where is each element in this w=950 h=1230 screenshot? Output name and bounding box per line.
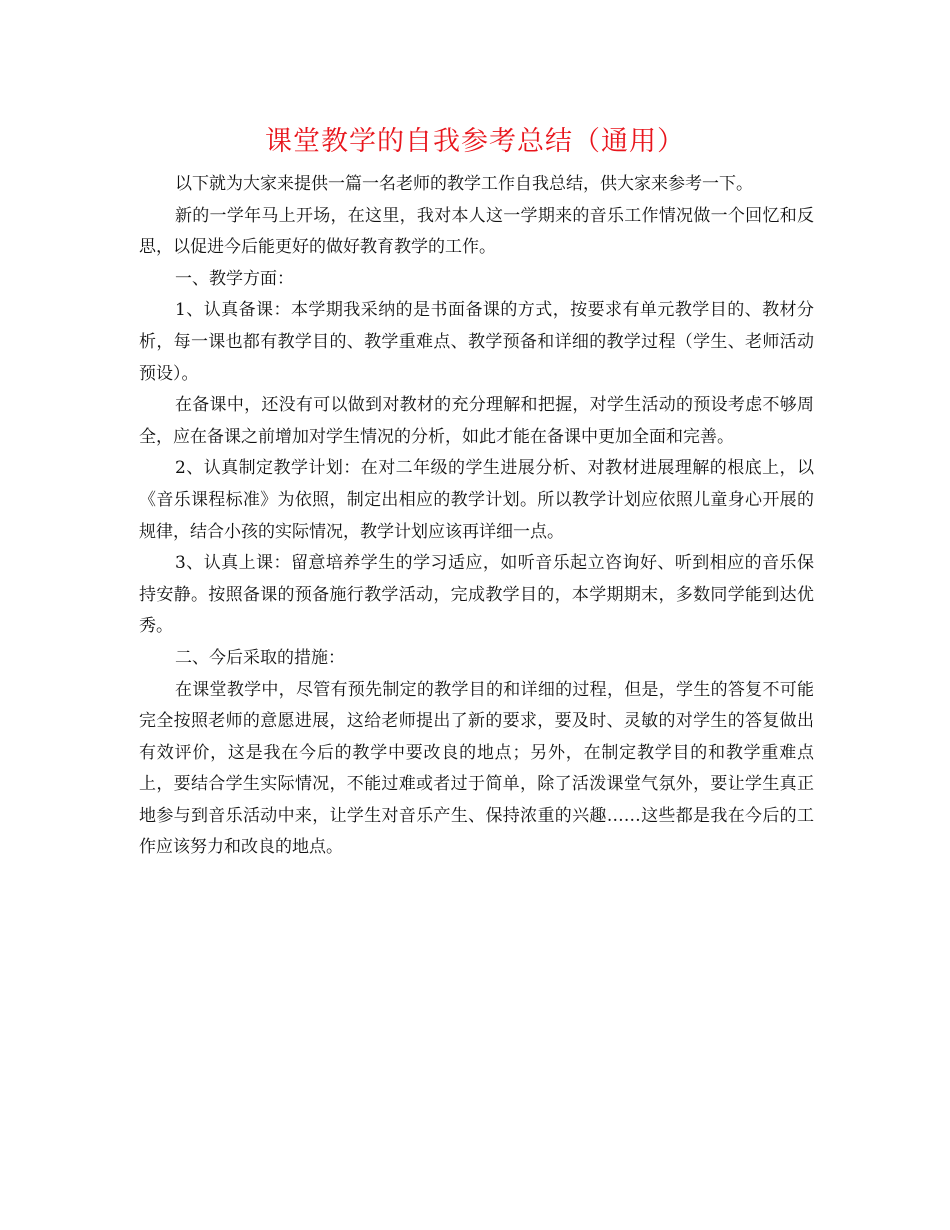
paragraph-class-teaching: 3、认真上课：留意培养学生的学习适应，如听音乐起立咨询好、听到相应的音乐保持安静。按照备课的预备施行教学活动，完成教学目的，本学期期末，多数同学能到达优秀。 (139, 553, 814, 637)
paragraph-lesson-prep: 1、认真备课：本学期我采纳的是书面备课的方式，按要求有单元教学目的、教材分析，每一课也都有教学目的、教学重难点、教学预备和详细的教学过程（学生、老师活动预设）。 (139, 300, 814, 384)
document-body (139, 169, 814, 864)
paragraph-prep-reflection: 在备课中，还没有可以做到对教材的充分理解和把握，对学生活动的预设考虑不够周全，应在备课之前增加对学生情况的分析，如此才能在备课中更加全面和完善。 (139, 395, 814, 447)
paragraph-measures: 在课堂教学中，尽管有预先制定的教学目的和详细的过程，但是，学生的答复不可能完全按照老师的意愿进展，这给老师提出了新的要求，要及时、灵敏的对学生的答复做出有效评价，这是我在今后的教学中要改良的地点；另外，在制定教学目的和教学重难点上，要结合学生实际情况，不能过难或者过于简单，除了活泼课堂气氛外，要让学生真正地参与到音乐活动中来，让学生对音乐产生、保持浓重的兴趣……这些都是我在今后的工作应该努力和改良的地点。 (139, 679, 814, 858)
document-title: 课堂教学的自我参考总结（通用） (265, 126, 685, 157)
paragraph-teaching-plan: 2、认真制定教学计划：在对二年级的学生进展分析、对教材进展理解的根底上，以《音乐课程标准》为依照，制定出相应的教学计划。所以教学计划应依照儿童身心开展的规律，结合小孩的实际情况，教学计划应该再详细一点。 (139, 458, 814, 542)
section-heading-measures: 二、今后采取的措施： (175, 647, 345, 668)
section-heading-teaching: 一、教学方面： (175, 268, 294, 289)
paragraph-opening: 新的一学年马上开场，在这里，我对本人这一学期来的音乐工作情况做一个回忆和反思，以促进今后能更好的做好教育教学的工作。 (139, 205, 814, 258)
paragraph-intro: 以下就为大家来提供一篇一名老师的教学工作自我总结，供大家来参考一下。 (175, 174, 753, 194)
